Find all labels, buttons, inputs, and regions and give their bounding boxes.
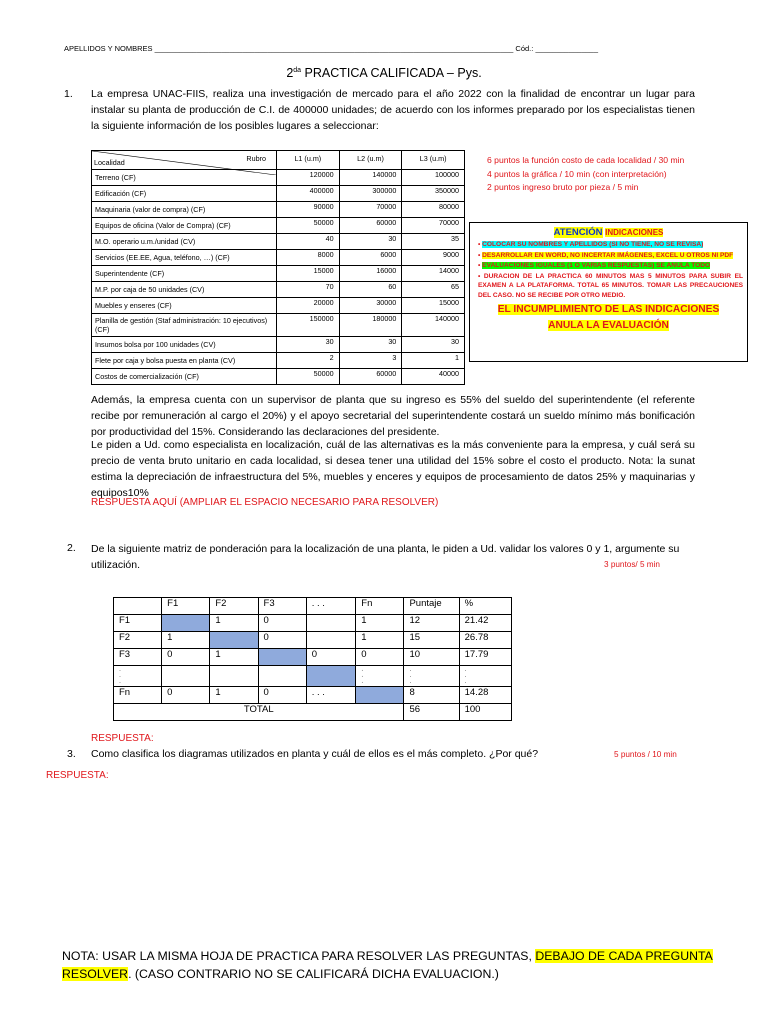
- cost-table-cell: 40000: [402, 369, 465, 385]
- cost-table-row-label: Superintendente (CF): [92, 266, 277, 282]
- matrix-cell: · · ·: [114, 666, 162, 687]
- cost-table-cell: 30000: [339, 298, 402, 314]
- matrix-row: [114, 615, 512, 632]
- matrix-total-score: 56: [404, 704, 459, 721]
- q1-answer-label: RESPUESTA AQUÍ (AMPLIAR EL ESPACIO NECESARIO PARA RESOLVER): [91, 497, 439, 508]
- q1-points: [487, 154, 684, 195]
- matrix-cell: F3: [114, 649, 162, 666]
- cost-table-row-label: M.P. por caja de 50 unidades (CV): [92, 282, 277, 298]
- matrix-cell: [306, 632, 356, 649]
- notice-list: [470, 238, 747, 300]
- matrix-cell: [162, 666, 210, 687]
- cost-table-header-row: [92, 151, 465, 170]
- cost-table-header: L1 (u.m): [277, 151, 340, 170]
- matrix-cell: . . .: [306, 687, 356, 704]
- cost-table-cell: 30: [339, 234, 402, 250]
- matrix-cell: [258, 666, 306, 687]
- cost-table-cell: 30: [339, 337, 402, 353]
- q1-paragraph-1: Además, la empresa cuenta con un supervisor de planta que su ingreso es 55% del sueldo del superintendente (el referente recibe por remuneración al cargo el 20%) y el apoyo secretarial del superintendente costará un sueldo mínimo más bonificación por productividad del 15%. Considerando las declaraciones del presidente.: [91, 394, 695, 438]
- q2-text: De la siguiente matriz de ponderación para la localización de una planta, le piden a Ud. validar los valores 0 y 1, argumente su utilización.: [91, 543, 680, 571]
- q2-answer-label: RESPUESTA:: [91, 733, 154, 744]
- cost-table-cell: 120000: [277, 170, 340, 186]
- header-line: [64, 44, 598, 53]
- names-blank[interactable]: ______________________________________________________________________________________: [154, 44, 514, 53]
- matrix-row: [114, 632, 512, 649]
- q3-points: 5 puntos / 10 min: [614, 750, 677, 759]
- cost-table-row-label: Muebles y enseres (CF): [92, 298, 277, 314]
- cost-table-row-label: Edificación (CF): [92, 186, 277, 202]
- cost-table-cell: 16000: [339, 266, 402, 282]
- cost-table-row: [92, 282, 465, 298]
- cost-table-row: [92, 298, 465, 314]
- cost-table-row: [92, 266, 465, 282]
- matrix-cell: 1: [210, 615, 258, 632]
- matrix-cell: F2: [114, 632, 162, 649]
- notice-attention: ATENCIÓN: [553, 227, 603, 238]
- cost-table-cell: 140000: [339, 170, 402, 186]
- matrix-cell: 1: [356, 615, 404, 632]
- matrix-cell: [306, 615, 356, 632]
- cost-table-cell: 300000: [339, 186, 402, 202]
- notice-heading: [470, 227, 747, 238]
- cost-table-cell: 60000: [339, 218, 402, 234]
- cost-table-row: [92, 250, 465, 266]
- cost-table-cell: 3: [339, 353, 402, 369]
- q1-number: 1.: [64, 88, 73, 100]
- cost-table-cell: 90000: [277, 202, 340, 218]
- notice-box: [469, 222, 748, 362]
- cost-table-row-label: Maquinaria (valor de compra) (CF): [92, 202, 277, 218]
- cost-table-corner: [92, 151, 277, 170]
- matrix-cell: 14.28: [459, 687, 511, 704]
- notice-indications: INDICACIONES: [605, 228, 664, 237]
- matrix-header: . . .: [306, 598, 356, 615]
- cost-table-row: [92, 314, 465, 337]
- page-title: $2^{da}$ PRACTICA CALIFICADA – Pys.: [286, 66, 482, 80]
- bottom-note: NOTA: USAR LA MISMA HOJA DE PRACTICA PARA RESOLVER LAS PREGUNTAS, DEBAJO DE CADA PREGUNTA RESOLVER. (CASO CONTRARIO NO SE CALIFICARÁ DICHA EVALUACION.): [62, 949, 713, 981]
- matrix-total-label: TOTAL: [114, 704, 404, 721]
- cost-table-row: [92, 337, 465, 353]
- cost-table-cell: 60: [339, 282, 402, 298]
- cost-table-row-label: Terreno (CF): [92, 170, 277, 186]
- matrix-cell: 10: [404, 649, 459, 666]
- matrix-cell: 0: [258, 615, 306, 632]
- notice-item: • DURACION DE LA PRACTICA 60 MINUTOS MAS 5 MINUTOS PARA SUBIR EL EXAMEN A LA PLATAFORMA. TOTAL 65 MINUTOS. TOMAR LAS PRECAUCIONES DEL CASO. NO SE RECIBE POR OTRO MEDIO.: [478, 272, 743, 299]
- cost-table-row: [92, 186, 465, 202]
- cost-table-cell: 30: [277, 337, 340, 353]
- matrix-cell: Fn: [114, 687, 162, 704]
- cost-table-cell: 2: [277, 353, 340, 369]
- matrix-cell: 8: [404, 687, 459, 704]
- q3-number: 3.: [67, 748, 76, 760]
- cost-table-cell: 80000: [402, 202, 465, 218]
- cost-table-row-label: M.O. operario u.m./unidad (CV): [92, 234, 277, 250]
- cost-table-row-label: Costos de comercialización (CF): [92, 369, 277, 385]
- cost-table-cell: 65: [402, 282, 465, 298]
- cost-table-row-label: Equipos de oficina (Valor de Compra) (CF): [92, 218, 277, 234]
- matrix-row: [114, 666, 512, 687]
- notice-item: • DESARROLLAR EN WORD, NO INCERTAR IMÁGENES, EXCEL U OTROS NI PDF: [478, 251, 734, 259]
- cost-table-row: [92, 353, 465, 369]
- matrix-cell: 0: [258, 632, 306, 649]
- corner-localidad: Localidad: [94, 158, 125, 167]
- matrix-header: F2: [210, 598, 258, 615]
- matrix-cell: 0: [162, 687, 210, 704]
- matrix-row: [114, 687, 512, 704]
- cost-table: [91, 150, 465, 385]
- matrix-cell: [210, 666, 258, 687]
- cost-table-cell: 40: [277, 234, 340, 250]
- cost-table-row: [92, 234, 465, 250]
- matrix-header-row: [114, 598, 512, 615]
- cost-table-cell: 20000: [277, 298, 340, 314]
- matrix-cell: 0: [162, 649, 210, 666]
- matrix-cell: F1: [114, 615, 162, 632]
- code-blank[interactable]: _______________: [535, 44, 599, 53]
- cost-table-cell: 150000: [277, 314, 340, 337]
- notice-item: • COLOCAR SU NOMBRES Y APELLIDOS (SI NO TIENE, NO SE REVISA): [478, 241, 704, 248]
- code-label: Cód.:: [515, 44, 534, 53]
- q2-points: 3 puntos/ 5 min: [604, 560, 660, 569]
- q3-text: Como clasifica los diagramas utilizados en planta y cuál de ellos es el más completo. ¿Por qué?: [91, 748, 539, 760]
- matrix-cell: [210, 632, 258, 649]
- matrix-header: Puntaje: [404, 598, 459, 615]
- matrix-cell: · · ·: [404, 666, 459, 687]
- matrix-cell: 15: [404, 632, 459, 649]
- matrix-total-row: [114, 704, 512, 721]
- cost-table-row-label: Planilla de gestión (Staf administración: 10 ejecutivos) (CF): [92, 314, 277, 337]
- cost-table-cell: 15000: [277, 266, 340, 282]
- matrix-cell: 21.42: [459, 615, 511, 632]
- cost-table-cell: 400000: [277, 186, 340, 202]
- matrix-header: [114, 598, 162, 615]
- cost-table-cell: 140000: [402, 314, 465, 337]
- cost-table-cell: 6000: [339, 250, 402, 266]
- cost-table-cell: 35: [402, 234, 465, 250]
- cost-table-cell: 70000: [339, 202, 402, 218]
- notice-footer: EL INCUMPLIMIENTO DE LAS INDICACIONES ANULA LA EVALUACIÓN: [497, 304, 720, 331]
- matrix-cell: · · ·: [459, 666, 511, 687]
- matrix-cell: [306, 666, 356, 687]
- cost-table-header: L3 (u.m): [402, 151, 465, 170]
- q1-point-2: 4 puntos la gráfica / 10 min (con interpretación): [487, 168, 667, 179]
- cost-table-cell: 15000: [402, 298, 465, 314]
- matrix-cell: 1: [210, 649, 258, 666]
- matrix-cell: [162, 615, 210, 632]
- notice-item: • EVALUACIONES IGUALES (1 O VARIAS RESPUESTAS) SE ANULA TODO: [478, 262, 711, 269]
- cost-table-row: [92, 218, 465, 234]
- cost-table-cell: 180000: [339, 314, 402, 337]
- matrix-cell: [258, 649, 306, 666]
- q3-answer-label: RESPUESTA:: [46, 770, 109, 781]
- cost-table-row: [92, 202, 465, 218]
- corner-rubro: Rubro: [246, 154, 266, 163]
- matrix-total-pct: 100: [459, 704, 511, 721]
- names-label: APELLIDOS Y NOMBRES: [64, 44, 153, 53]
- cost-table-cell: 1: [402, 353, 465, 369]
- cost-table-cell: 350000: [402, 186, 465, 202]
- cost-table-cell: 70000: [402, 218, 465, 234]
- cost-table-row-label: Servicios (EE.EE, Agua, teléfono, …) (CF): [92, 250, 277, 266]
- matrix-cell: 1: [356, 632, 404, 649]
- matrix-row: [114, 649, 512, 666]
- cost-table-cell: 14000: [402, 266, 465, 282]
- matrix-cell: 0: [356, 649, 404, 666]
- cost-table-cell: 8000: [277, 250, 340, 266]
- cost-table-cell: 30: [402, 337, 465, 353]
- cost-table-cell: 9000: [402, 250, 465, 266]
- matrix-cell: 0: [306, 649, 356, 666]
- q2-number: 2.: [67, 542, 76, 554]
- matrix-header: F1: [162, 598, 210, 615]
- cost-table-row: [92, 369, 465, 385]
- cost-table-row-label: Insumos bolsa por 100 unidades (CV): [92, 337, 277, 353]
- cost-table-cell: 100000: [402, 170, 465, 186]
- cost-table-cell: 50000: [277, 218, 340, 234]
- q1-paragraph-2: Le piden a Ud. como especialista en localización, cuál de las alternativas es la más conveniente para la empresa, y cuál será su precio de venta bruto unitario en cada localidad, si desea tener una utilidad del 15% sobre el costo el producto. Nota: la sunat estima la depreciación de infraestructura del 5%, muebles y enceres y equipos de procesamiento de datos 25% y maquinarias y equipos10%: [91, 439, 695, 499]
- cost-table-row-label: Flete por caja y bolsa puesta en planta (CV): [92, 353, 277, 369]
- matrix-header: Fn: [356, 598, 404, 615]
- cost-table-cell: 50000: [277, 369, 340, 385]
- matrix-cell: 17.79: [459, 649, 511, 666]
- matrix-cell: 26.78: [459, 632, 511, 649]
- cost-table-cell: 70: [277, 282, 340, 298]
- cost-table-cell: 60000: [339, 369, 402, 385]
- matrix-cell: 0: [258, 687, 306, 704]
- matrix-cell: · · ·: [356, 666, 404, 687]
- matrix-header: F3: [258, 598, 306, 615]
- q1-point-1: 6 puntos la función costo de cada localidad / 30 min: [487, 155, 685, 165]
- matrix-cell: [356, 687, 404, 704]
- matrix-header: %: [459, 598, 511, 615]
- q1-intro: La empresa UNAC-FIIS, realiza una investigación de mercado para el año 2022 con la finalidad de encontrar un lugar para instalar su planta de producción de C.I. de 400000 unidades; de acuerdo con los informes preparado por los especialistas tienen la siguiente información de los posibles lugares a seleccionar:: [91, 88, 695, 132]
- matrix-cell: 1: [210, 687, 258, 704]
- q1-point-3: 2 puntos ingreso bruto por pieza / 5 min: [487, 182, 639, 192]
- weighting-matrix: [113, 597, 512, 721]
- cost-table-header: L2 (u.m): [339, 151, 402, 170]
- matrix-cell: 12: [404, 615, 459, 632]
- matrix-cell: 1: [162, 632, 210, 649]
